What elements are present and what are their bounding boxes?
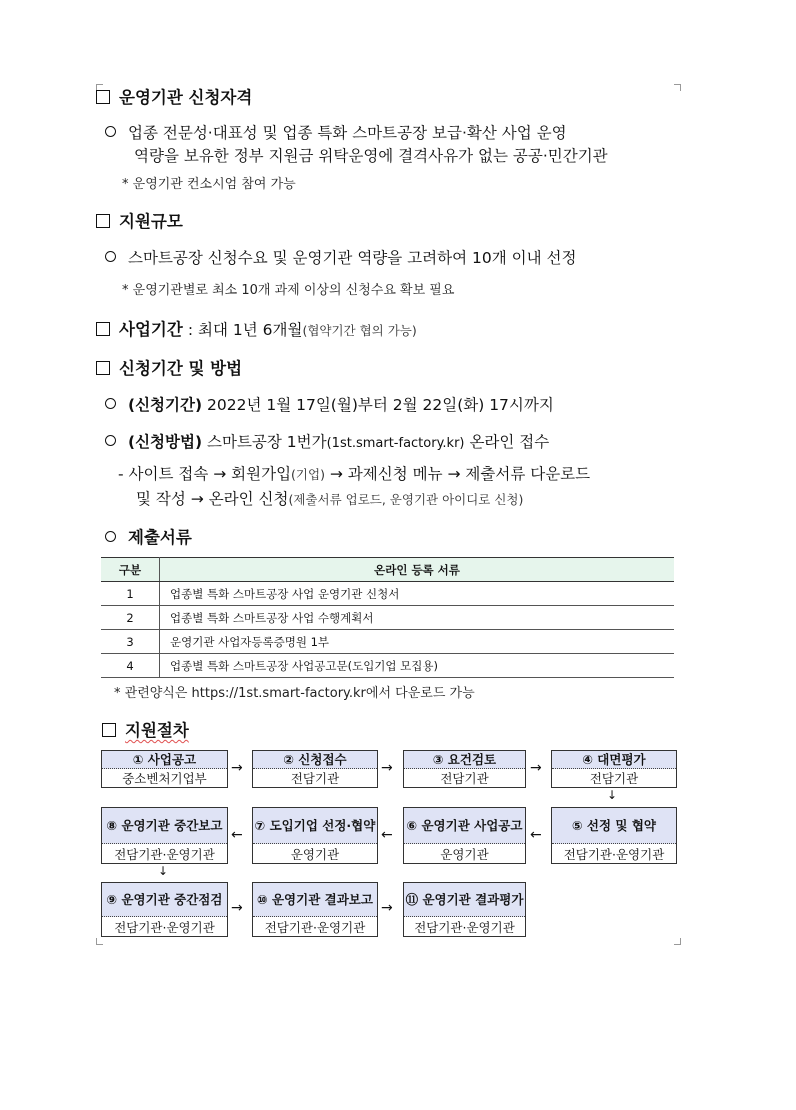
flow-step-title: ⑤ 선정 및 협약 [552,808,676,844]
flow-step-title: ⑪ 운영기관 결과평가 [404,883,525,917]
flow-step-title: ⑥ 운영기관 사업공고 [404,808,525,844]
qualification-note: * 운영기관 컨소시엄 참여 가능 [122,177,296,192]
arrow-right-icon: → [530,760,542,776]
arrow-down-icon: ↓ [607,788,618,802]
arrow-right-icon: → [231,760,243,776]
arrow-left-icon: ← [530,827,542,843]
checkbox-square-icon [102,723,116,737]
scale-note: * 운영기관별로 최소 10개 과제 이상의 신청수요 확보 필요 [122,283,455,298]
table-header-cell: 구분 [101,558,160,582]
checkbox-square-icon [96,361,110,375]
table-row [101,630,674,654]
checkbox-square-icon [96,214,110,228]
flow-step-5 [551,807,677,864]
flow-step-4 [551,750,677,788]
table-cell: 1 [101,582,160,606]
section-heading-procedure: 지원절차 [102,717,189,741]
flow-step-owner: 전담기관 [589,771,639,786]
section-heading-scale: 지원규모 [96,208,183,232]
checkbox-square-icon [96,90,110,104]
table-cell: 3 [101,630,160,654]
flow-step-title: ⑩ 운영기관 결과보고 [253,883,377,917]
table-row [101,582,674,606]
flow-step-owner: 전담기관·운영기관 [264,919,366,935]
flow-step-8 [101,807,228,864]
arrow-left-icon: ← [381,827,393,843]
application-steps-line2: 및 작성 → 온라인 신청(제출서류 업로드, 운영기관 아이디로 신청) [136,490,524,508]
table-cell: 2 [101,606,160,630]
circle-bullet-icon [105,398,116,409]
documents-table [101,557,674,678]
flow-step-owner: 전담기관·운영기관 [114,919,215,935]
table-cell: 업종별 특화 스마트공장 사업공고문(도입기업 모집용) [160,654,675,678]
section-heading-period: 사업기간 : 최대 1년 6개월(협약기간 협의 가능) [96,316,417,340]
arrow-left-icon: ← [231,827,243,843]
application-method: (신청방법) 스마트공장 1번가(1st.smart-factory.kr) 온라인 접수 [105,430,549,452]
table-header-row [101,558,674,582]
section-heading-application: 신청기간 및 방법 [96,355,242,379]
table-row [101,654,674,678]
arrow-right-icon: → [381,900,393,916]
application-period: (신청기간) 2022년 1월 17일(월)부터 2월 22일(화) 17시까지 [105,393,554,415]
flow-step-11 [403,882,526,937]
flow-step-title: ① 사업공고 [102,751,227,769]
qualification-bullet-line1: 업종 전문성·대표성 및 업종 특화 스마트공장 보급·확산 사업 운영 [105,121,567,143]
documents-note: * 관련양식은 https://1st.smart-factory.kr에서 다운로드 가능 [114,686,475,701]
circle-bullet-icon [105,251,116,262]
flow-step-3 [403,750,526,788]
flow-step-7 [252,807,378,864]
circle-bullet-icon [105,435,116,446]
flow-step-owner: 전담기관·운영기관 [114,846,215,862]
flow-step-title: ③ 요건검토 [404,751,525,769]
arrow-right-icon: → [381,760,393,776]
flow-step-9 [101,882,228,937]
flow-step-owner: 전담기관·운영기관 [563,846,665,862]
flow-step-owner: 전담기관 [290,771,340,786]
documents-heading: 제출서류 [105,524,192,548]
qualification-bullet-line2: 역량을 보유한 정부 지원금 위탁운영에 결격사유가 없는 공공·민간기관 [134,147,608,165]
table-cell: 운영기관 사업자등록증명원 1부 [160,630,675,654]
circle-bullet-icon [105,126,116,137]
flow-step-1 [101,750,228,788]
flow-step-owner: 전담기관·운영기관 [414,919,515,935]
table-cell: 4 [101,654,160,678]
table-row [101,606,674,630]
corner-mark [96,938,103,945]
arrow-right-icon: → [231,900,243,916]
corner-mark [674,84,681,91]
flow-step-title: ⑨ 운영기관 중간점검 [102,883,227,917]
flow-step-10 [252,882,378,937]
table-header-cell: 온라인 등록 서류 [160,558,675,582]
flow-step-title: ⑧ 운영기관 중간보고 [102,808,227,844]
application-steps-line1: - 사이트 접속 → 회원가입(기업) → 과제신청 메뉴 → 제출서류 다운로드 [118,465,591,483]
flow-step-2 [252,750,378,788]
table-cell: 업종별 특화 스마트공장 사업 수행계획서 [160,606,675,630]
flow-step-title: ② 신청접수 [253,751,377,769]
flow-step-6 [403,807,526,864]
section-heading-qualification: 운영기관 신청자격 [96,84,252,108]
corner-mark [674,938,681,945]
circle-bullet-icon [105,531,116,542]
flow-step-owner: 운영기관 [290,846,340,862]
flow-step-owner: 중소벤처기업부 [122,771,207,786]
table-cell: 업종별 특화 스마트공장 사업 운영기관 신청서 [160,582,675,606]
checkbox-square-icon [96,322,110,336]
flow-step-title: ④ 대면평가 [552,751,676,769]
flow-step-title: ⑦ 도입기업 선정·협약 [253,808,377,844]
flow-step-owner: 전담기관 [440,771,489,786]
scale-bullet: 스마트공장 신청수요 및 운영기관 역량을 고려하여 10개 이내 선정 [105,246,576,268]
flow-step-owner: 운영기관 [440,846,489,862]
arrow-down-icon: ↓ [158,864,169,878]
